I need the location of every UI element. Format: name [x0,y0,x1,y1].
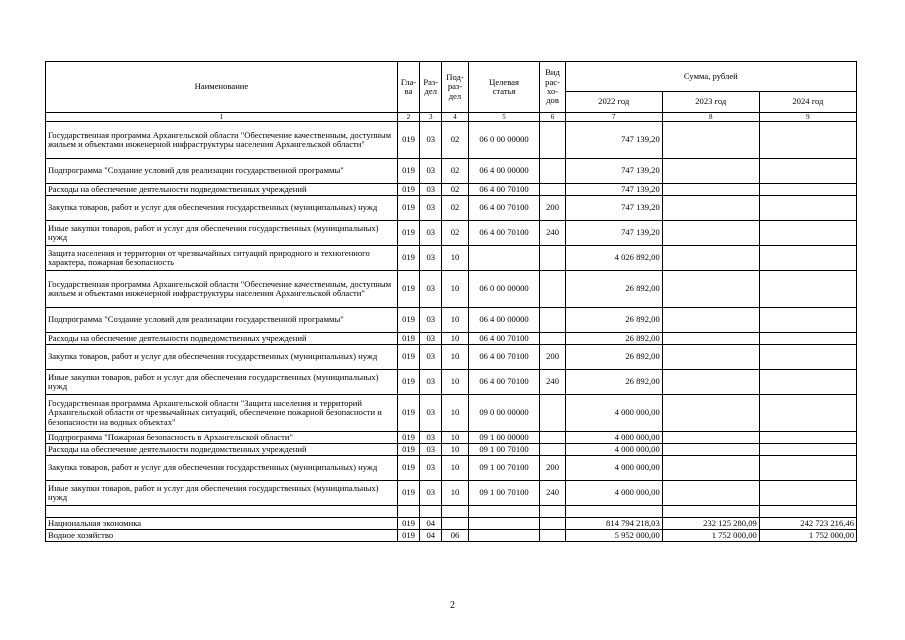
row-name: Закупка товаров, работ и услуг для обеспечения государственных (муниципальных) нужд [46,196,398,221]
row-target: 06 4 00 70100 [468,184,540,196]
row-section: 03 [420,308,442,333]
row-name: Иные закупки товаров, работ и услуг для обеспечения государственных (муниципальных) нужд [46,370,398,395]
column-number: 8 [662,113,759,122]
row-chapter: 019 [397,221,419,246]
budget-table [45,61,857,542]
row-sum-2023 [662,456,759,481]
table-row [46,196,857,221]
row-name: Подпрограмма "Создание условий для реализации государственной программы" [46,308,398,333]
row-sum-2023 [662,221,759,246]
row-section: 03 [420,221,442,246]
header-chapter: Гла- ва [397,62,419,113]
row-section: 03 [420,432,442,444]
row-chapter: 019 [397,333,419,345]
row-expense-type [540,506,565,518]
row-sum-2022: 4 000 000,00 [565,444,662,456]
row-subsection [442,506,468,518]
row-expense-type [540,432,565,444]
table-row [46,308,857,333]
row-chapter: 019 [397,271,419,308]
row-sum-2024 [759,308,856,333]
row-chapter: 019 [397,196,419,221]
row-subsection: 06 [442,530,468,542]
row-sum-2023 [662,333,759,345]
row-subsection: 10 [442,333,468,345]
row-expense-type: 240 [540,370,565,395]
row-sum-2022: 26 892,00 [565,271,662,308]
row-chapter: 019 [397,159,419,184]
row-chapter: 019 [397,395,419,432]
row-subsection: 10 [442,345,468,370]
column-number: 7 [565,113,662,122]
table-row [46,395,857,432]
row-sum-2022 [565,506,662,518]
row-target: 06 4 00 00000 [468,159,540,184]
row-expense-type [540,271,565,308]
row-sum-2023 [662,271,759,308]
column-number: 6 [540,113,565,122]
row-sum-2024 [759,444,856,456]
row-sum-2024 [759,221,856,246]
row-name: Иные закупки товаров, работ и услуг для обеспечения государственных (муниципальных) нужд [46,221,398,246]
row-sum-2023 [662,196,759,221]
table-row [46,456,857,481]
row-sum-2022: 4 000 000,00 [565,481,662,506]
row-chapter: 019 [397,122,419,159]
row-expense-type [540,308,565,333]
table-row [46,530,857,542]
column-number: 3 [420,113,442,122]
row-chapter: 019 [397,481,419,506]
table-row [46,184,857,196]
row-sum-2024 [759,506,856,518]
header-year-2023: 2023 год [662,92,759,113]
row-sum-2024: 242 723 216,46 [759,518,856,530]
row-sum-2023: 1 752 000,00 [662,530,759,542]
row-subsection: 10 [442,444,468,456]
row-target: 06 0 00 00000 [468,122,540,159]
table-row [46,221,857,246]
row-chapter: 019 [397,345,419,370]
row-expense-type: 200 [540,196,565,221]
row-section: 03 [420,395,442,432]
row-sum-2024 [759,395,856,432]
row-subsection: 02 [442,159,468,184]
column-number: 4 [442,113,468,122]
row-sum-2022: 26 892,00 [565,333,662,345]
row-section: 03 [420,444,442,456]
row-subsection: 10 [442,246,468,271]
row-chapter [397,506,419,518]
table-row [46,345,857,370]
row-target: 09 0 00 00000 [468,395,540,432]
row-sum-2023: 232 125 280,09 [662,518,759,530]
row-subsection [442,518,468,530]
table-row [46,481,857,506]
row-chapter: 019 [397,444,419,456]
header-sum: Сумма, рублей [565,62,856,92]
row-sum-2024 [759,246,856,271]
row-target [468,530,540,542]
row-sum-2022: 4 000 000,00 [565,432,662,444]
row-name: Расходы на обеспечение деятельности подведомственных учреждений [46,333,398,345]
row-subsection: 10 [442,271,468,308]
row-section: 03 [420,456,442,481]
row-sum-2024 [759,333,856,345]
table-row [46,122,857,159]
row-name: Закупка товаров, работ и услуг для обеспечения государственных (муниципальных) нужд [46,345,398,370]
row-subsection: 02 [442,221,468,246]
header-year-2022: 2022 год [565,92,662,113]
table-row [46,271,857,308]
row-sum-2023 [662,159,759,184]
row-sum-2022: 5 952 000,00 [565,530,662,542]
column-number-row [46,113,857,122]
row-sum-2024 [759,184,856,196]
row-expense-type [540,246,565,271]
row-section: 04 [420,530,442,542]
row-name: Водное хозяйство [46,530,398,542]
row-sum-2022: 4 026 892,00 [565,246,662,271]
row-chapter: 019 [397,370,419,395]
page-number: 2 [450,600,455,611]
row-expense-type: 240 [540,221,565,246]
row-sum-2022: 26 892,00 [565,370,662,395]
row-chapter: 019 [397,184,419,196]
row-target [468,518,540,530]
header-target: Целевая статья [468,62,540,113]
row-name: Подпрограмма "Создание условий для реализации государственной программы" [46,159,398,184]
header-year-2024: 2024 год [759,92,856,113]
row-expense-type [540,395,565,432]
row-name: Иные закупки товаров, работ и услуг для обеспечения государственных (муниципальных) нужд [46,481,398,506]
row-target: 09 1 00 70100 [468,456,540,481]
row-section: 03 [420,196,442,221]
row-section: 03 [420,159,442,184]
row-name: Защита населения и территории от чрезвычайных ситуаций природного и техногенного характера, пожарная безопасность [46,246,398,271]
header-section: Раз- дел [420,62,442,113]
row-sum-2024 [759,159,856,184]
row-subsection: 10 [442,456,468,481]
table-row [46,518,857,530]
row-expense-type [540,444,565,456]
row-target [468,246,540,271]
row-chapter: 019 [397,432,419,444]
row-sum-2022: 4 000 000,00 [565,395,662,432]
row-sum-2023 [662,246,759,271]
row-sum-2023 [662,184,759,196]
row-section: 03 [420,271,442,308]
row-expense-type [540,184,565,196]
column-number: 1 [46,113,398,122]
row-name: Государственная программа Архангельской области "Обеспечение качественным, доступным жильем и объектами инженерной инфраструктуры населения Архангельской области" [46,271,398,308]
row-sum-2023 [662,308,759,333]
row-section: 03 [420,184,442,196]
row-expense-type [540,518,565,530]
row-target: 06 0 00 00000 [468,271,540,308]
table-row [46,432,857,444]
row-subsection: 02 [442,122,468,159]
column-number: 9 [759,113,856,122]
row-section: 03 [420,122,442,159]
row-section: 03 [420,333,442,345]
row-name: Национальная экономика [46,518,398,530]
header-name: Наименование [46,62,398,113]
row-name: Государственная программа Архангельской области "Обеспечение качественным, доступным жильем и объектами инженерной инфраструктуры населения Архангельской области" [46,122,398,159]
row-sum-2022: 747 139,20 [565,184,662,196]
row-sum-2023 [662,432,759,444]
row-chapter: 019 [397,530,419,542]
row-chapter: 019 [397,518,419,530]
row-sum-2023 [662,395,759,432]
row-sum-2024 [759,122,856,159]
row-sum-2024 [759,456,856,481]
row-section: 03 [420,345,442,370]
row-sum-2023 [662,122,759,159]
row-target: 09 1 00 70100 [468,444,540,456]
row-name: Государственная программа Архангельской области "Защита населения и территорий Архангельской области от чрезвычайных ситуаций, обеспечение пожарной безопасности и безопасности на водных объектах" [46,395,398,432]
row-target: 06 4 00 70100 [468,196,540,221]
row-sum-2022: 747 139,20 [565,122,662,159]
row-expense-type: 240 [540,481,565,506]
row-name: Расходы на обеспечение деятельности подведомственных учреждений [46,184,398,196]
row-sum-2022: 4 000 000,00 [565,456,662,481]
row-sum-2024: 1 752 000,00 [759,530,856,542]
row-target: 06 4 00 70100 [468,345,540,370]
column-number: 2 [397,113,419,122]
row-section: 03 [420,246,442,271]
row-subsection: 02 [442,196,468,221]
table-row [46,444,857,456]
row-sum-2023 [662,481,759,506]
row-name: Расходы на обеспечение деятельности подведомственных учреждений [46,444,398,456]
row-subsection: 10 [442,308,468,333]
header-expense-type: Вид рас- хо- дов [540,62,565,113]
row-sum-2022: 26 892,00 [565,308,662,333]
row-sum-2024 [759,271,856,308]
row-target [468,506,540,518]
row-expense-type [540,530,565,542]
row-target: 09 1 00 00000 [468,432,540,444]
table-row [46,159,857,184]
header-subsection: Под- раз- дел [442,62,468,113]
row-target: 06 4 00 00000 [468,308,540,333]
row-sum-2023 [662,444,759,456]
row-subsection: 10 [442,432,468,444]
row-expense-type [540,122,565,159]
row-name: Закупка товаров, работ и услуг для обеспечения государственных (муниципальных) нужд [46,456,398,481]
row-expense-type: 200 [540,456,565,481]
row-subsection: 10 [442,370,468,395]
row-target: 06 4 00 70100 [468,370,540,395]
row-subsection: 10 [442,481,468,506]
table-row [46,333,857,345]
row-sum-2023 [662,370,759,395]
row-section: 04 [420,518,442,530]
row-sum-2024 [759,481,856,506]
row-expense-type [540,333,565,345]
table-row [46,370,857,395]
row-section: 03 [420,481,442,506]
row-section: 03 [420,370,442,395]
row-chapter: 019 [397,246,419,271]
table-row [46,506,857,518]
row-sum-2022: 26 892,00 [565,345,662,370]
row-sum-2024 [759,345,856,370]
row-chapter: 019 [397,308,419,333]
row-sum-2022: 747 139,20 [565,196,662,221]
row-name: Подпрограмма "Пожарная безопасность в Архангельской области" [46,432,398,444]
table-row [46,246,857,271]
row-expense-type [540,159,565,184]
row-target: 06 4 00 70100 [468,221,540,246]
row-chapter: 019 [397,456,419,481]
row-target: 06 4 00 70100 [468,333,540,345]
row-expense-type: 200 [540,345,565,370]
row-target: 09 1 00 70100 [468,481,540,506]
row-subsection: 02 [442,184,468,196]
row-subsection: 10 [442,395,468,432]
row-name [46,506,398,518]
row-sum-2023 [662,506,759,518]
row-sum-2024 [759,370,856,395]
column-number: 5 [468,113,540,122]
row-sum-2022: 814 794 218,03 [565,518,662,530]
row-sum-2022: 747 139,20 [565,159,662,184]
row-sum-2023 [662,345,759,370]
row-sum-2022: 747 139,20 [565,221,662,246]
row-sum-2024 [759,196,856,221]
row-section [420,506,442,518]
row-sum-2024 [759,432,856,444]
